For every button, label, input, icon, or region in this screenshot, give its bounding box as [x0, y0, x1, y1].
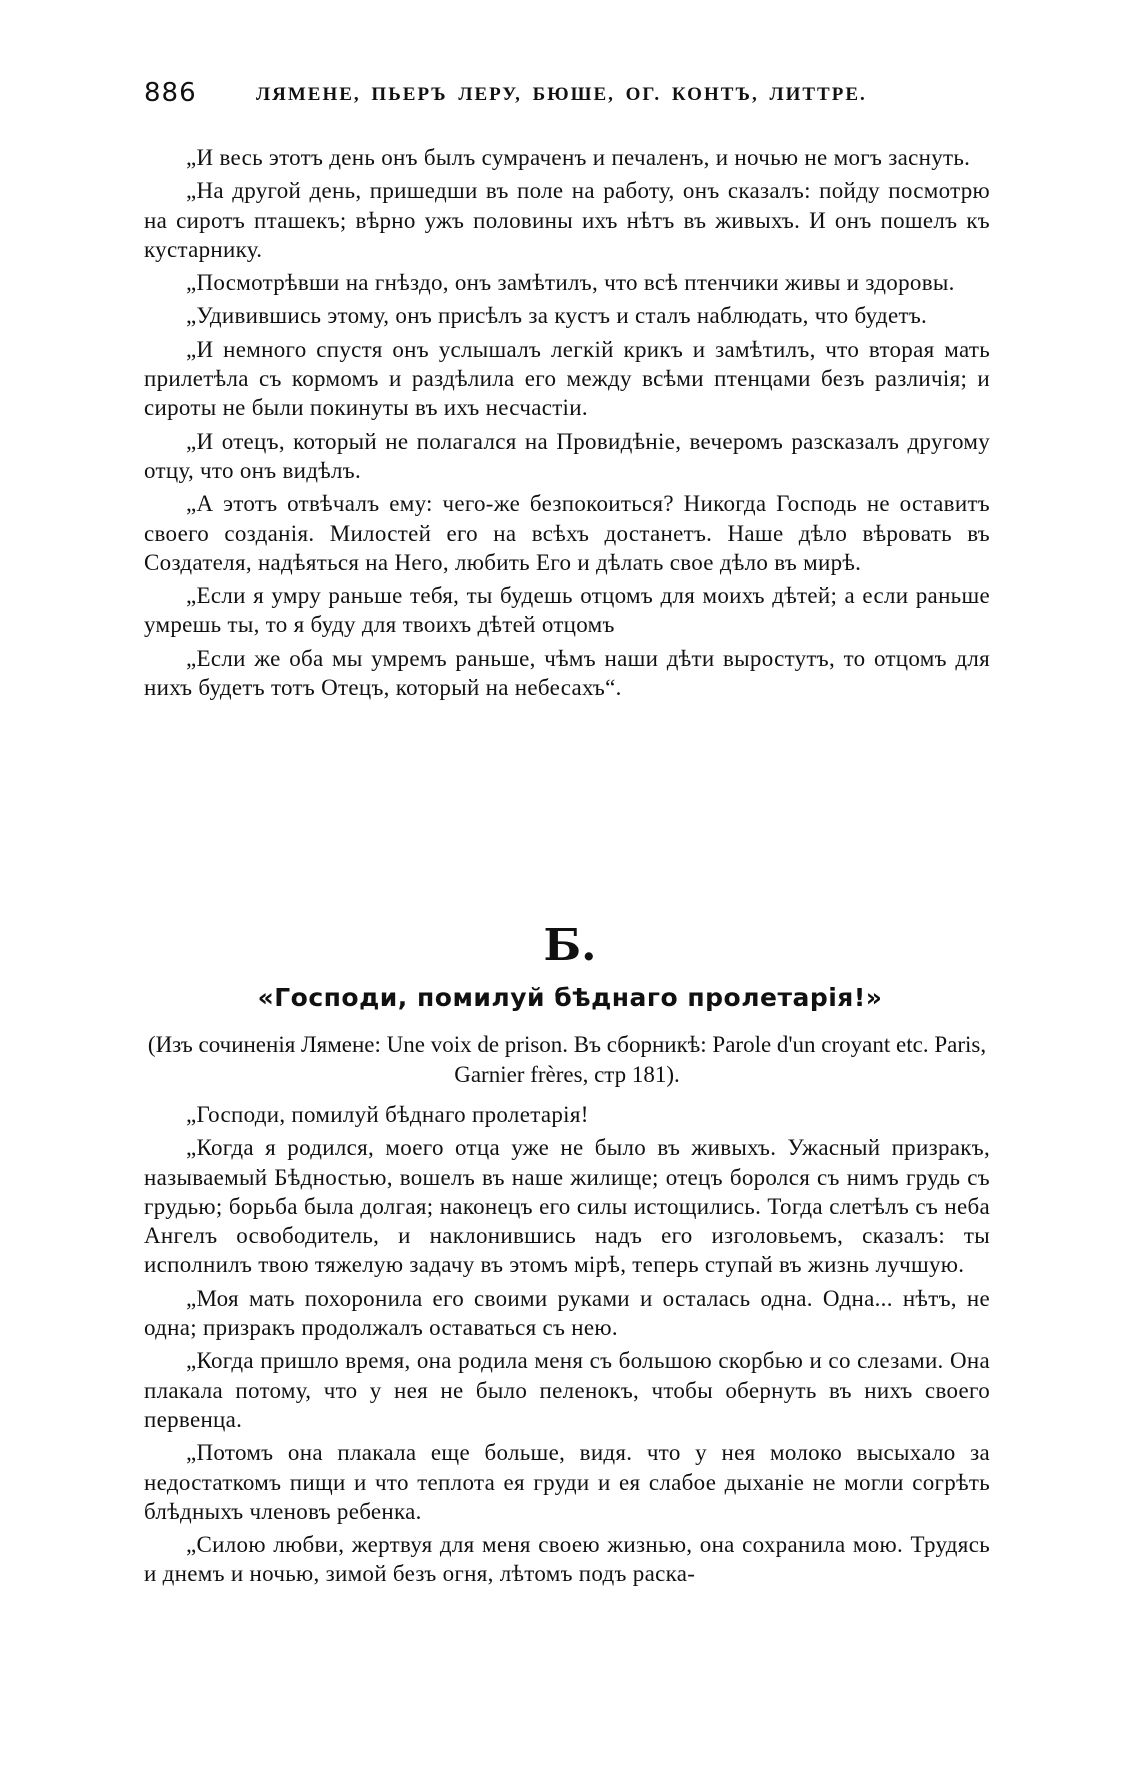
- paragraph: „Когда я родился, моего отца уже не было въ живыхъ. Ужасный призракъ, называемый Бѣдностью, вошелъ въ наше жилище; отецъ боролся съ нимъ грудь съ грудью; борьба была долгая; наконецъ его силы истощились. Тогда слетѣлъ съ неба Ангелъ освободитель, и наклонившись надъ его изголовьемъ, сказалъ: ты исполнилъ твою тяжелую задачу въ этомъ мірѣ, теперь ступай въ жизнь лучшую.: [144, 1135, 990, 1278]
- running-head: [144, 78, 994, 110]
- section-title: «Господи, помилуй бѣднаго пролетарія!»: [257, 983, 883, 1012]
- paragraph: „И весь этотъ день онъ былъ сумраченъ и печаленъ, и ночью не могъ заснуть.: [186, 145, 971, 170]
- proletarian-text: [144, 1100, 990, 1593]
- paragraph: „И отецъ, который не полагался на Провидѣніе, вечеромъ разсказалъ другому отцу, что онъ видѣлъ.: [144, 428, 990, 483]
- source-note: (Изъ сочиненія Лямене: Une voix de prison. Въ сборникѣ: Parole d'un croyant etc. Paris, Garnier frères, стр 181).: [147, 1032, 987, 1087]
- paragraph: „Моя мать похоронила его своими руками и осталась одна. Одна... нѣтъ, не одна; призракъ продолжалъ оставаться съ нею.: [144, 1285, 990, 1341]
- running-head-title: ЛЯМЕНЕ, ПЬЕРЪ ЛЕРУ, БЮШЕ, ОГ. КОНТЪ, ЛИТТРЕ.: [256, 84, 867, 105]
- paragraph: „На другой день, пришедши въ поле на работу, онъ сказалъ: пойду посмотрю на сиротъ пташекъ; вѣрно ужъ половины ихъ нѣтъ въ живыхъ. И онъ пошелъ къ кустарнику.: [144, 178, 990, 262]
- parable-text: [144, 143, 990, 706]
- paragraph: „Если же оба мы умремъ раньше, чѣмъ наши дѣти выростутъ, то отцомъ для нихъ будетъ тотъ Отецъ, который на небесахъ“.: [144, 645, 990, 701]
- paragraph: „Если я умру раньше тебя, ты будешь отцомъ для моихъ дѣтей; а если раньше умрешь ты, то я буду для твоихъ дѣтей отцомъ: [144, 583, 990, 638]
- page-number: 886: [144, 78, 197, 108]
- paragraph: „А этотъ отвѣчалъ ему: чего-же безпокоиться? Никогда Господь не оставитъ своего созданія. Милостей его на всѣхъ достанетъ. Наше дѣло вѣровать въ Создателя, надѣяться на Него, любить Его и дѣлать свое дѣло въ мирѣ.: [144, 491, 990, 575]
- paragraph: „Посмотрѣвши на гнѣздо, онъ замѣтилъ, что всѣ птенчики живы и здоровы.: [186, 270, 955, 296]
- paragraph: „Господи, помилуй бѣднаго пролетарія!: [186, 1102, 589, 1127]
- paragraph: „И немного спустя онъ услышалъ легкій крикъ и замѣтилъ, что вторая мать прилетѣла съ кормомъ и раздѣлила его между всѣми птенцами безъ различія; и сироты не были покинуты въ ихъ несчастіи.: [144, 336, 990, 421]
- paragraph: „Потомъ она плакала еще больше, видя. что у нея молоко высыхало за недостаткомъ пищи и что теплота ея груди и ея слабое дыханіе не могли согрѣть блѣдныхъ членовъ ребенка.: [144, 1440, 990, 1524]
- paragraph: „Силою любви, жертвуя для меня своею жизнью, она сохранила мою. Трудясь и днемъ и ночью, зимой безъ огня, лѣтомъ подъ раска-: [144, 1532, 990, 1587]
- paragraph: „Удивившись этому, онъ присѣлъ за кустъ и сталъ наблюдать, что будетъ.: [186, 303, 928, 329]
- section-letter: Б.: [543, 920, 597, 971]
- paragraph: „Когда пришло время, она родила меня съ большою скорбью и со слезами. Она плакала потому, что у нея не было пеленокъ, чтобы обернуть въ нихъ своего первенца.: [144, 1348, 990, 1432]
